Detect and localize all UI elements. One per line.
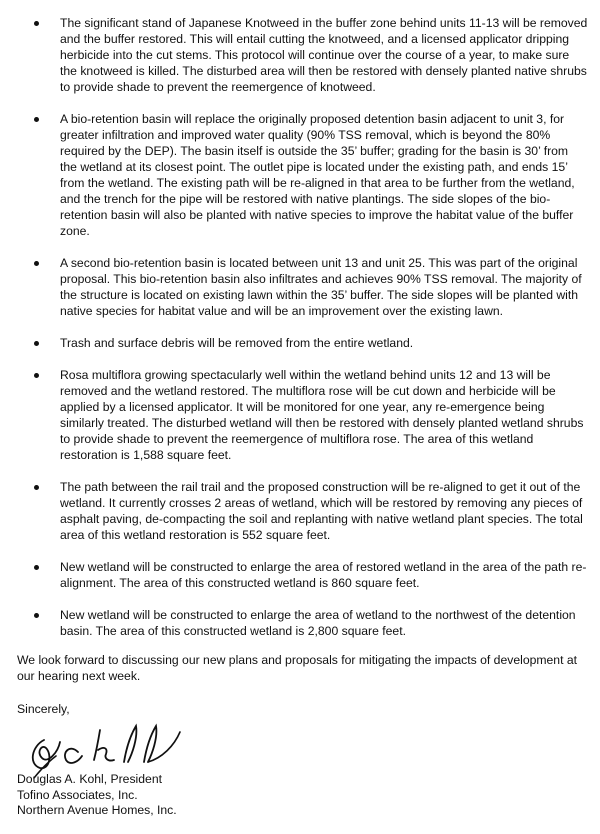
list-item [0,559,600,591]
closing-paragraph: We look forward to discussing our new plans and proposals for mitigating the impacts of development at our hearing next week. [17,653,578,683]
bullet-text: A bio-retention basin will replace the originally proposed detention basin adjacent to unit 3, for greater infiltration and improved water quality (90% TSS removal, which is beyond the 80% required by the DEP). The basin itself is outside the 35’ buffer; grading for the basin is 30’ from the wetland at its closest point. The outlet pipe is located under the existing path, and ends 15’ from the wetland. The existing path will be re-aligned in that area to be further from the wetland, and the trench for the pipe will be restored with native plantings. The side slopes of the bio-retention basin will also be planted with native species to improve the habitat value of the buffer zone. [60,112,575,238]
bullet-dot [34,565,39,570]
list-item [0,15,600,95]
bullet-dot [34,117,39,122]
bullet-text: Trash and surface debris will be removed from the entire wetland. [60,336,414,350]
bullet-list [0,15,600,655]
bullet-dot [34,341,39,346]
bullet-dot [34,613,39,618]
list-item [0,255,600,319]
list-item [0,607,600,639]
bullet-dot [34,261,39,266]
bullet-text: Rosa multiflora growing spectacularly well within the wetland behind units 12 and 13 will be removed and the wetland restored. The multiflora rose will be cut down and herbicide will be applied by a licensed applicator. It will be monitored for one year, any re-emergence being similarly treated. The disturbed wetland will then be restored with densely planted wetland shrubs to provide shade to prevent the reemergence of multiflora rose. The area of this wetland restoration is 1,588 square feet. [60,368,584,462]
list-item [0,479,600,543]
signature-block [17,772,177,819]
bullet-text: The significant stand of Japanese Knotweed in the buffer zone behind units 11-13 will be removed and the buffer restored. This will entail cutting the knotweed, and a licensed applicator dripping herbicide into the cut stems. This protocol will continue over the course of a year, to make sure the knotweed is killed. The disturbed area will then be restored with densely planted native shrubs to provide shade to prevent the reemergence of knotweed. [60,16,588,94]
bullet-dot [34,21,39,26]
bullet-text: A second bio-retention basin is located between unit 13 and unit 25. This was part of the original proposal. This bio-retention basin also infiltrates and achieves 90% TSS removal. The majority of the structure is located on existing lawn within the 35’ buffer. The side slopes will be planted with native species for habitat value and will be an improvement over the existing lawn. [60,256,582,318]
sincerely-line: Sincerely, [17,702,70,716]
bullet-text: New wetland will be constructed to enlarge the area of wetland to the northwest of the detention basin. The area of this constructed wetland is 2,800 square feet. [60,608,576,638]
bullet-text: The path between the rail trail and the proposed construction will be re-aligned to get it out of the wetland. It currently crosses 2 areas of wetland, which will be restored by removing any pieces of asphalt paving, de-compacting the soil and replanting with native wetland plant species. The total area of this wetland restoration is 552 square feet. [60,480,583,542]
list-item [0,111,600,239]
bullet-text: New wetland will be constructed to enlarge the area of restored wetland in the area of the path re-alignment. The area of this constructed wetland is 860 square feet. [60,560,587,590]
bullet-dot [34,485,39,490]
signer-name: Douglas A. Kohl, President [17,772,162,786]
bullet-dot [34,373,39,378]
list-item [0,335,600,351]
signer-company-2: Northern Avenue Homes, Inc. [17,803,177,817]
signer-company-1: Tofino Associates, Inc. [17,787,138,802]
list-item [0,367,600,463]
